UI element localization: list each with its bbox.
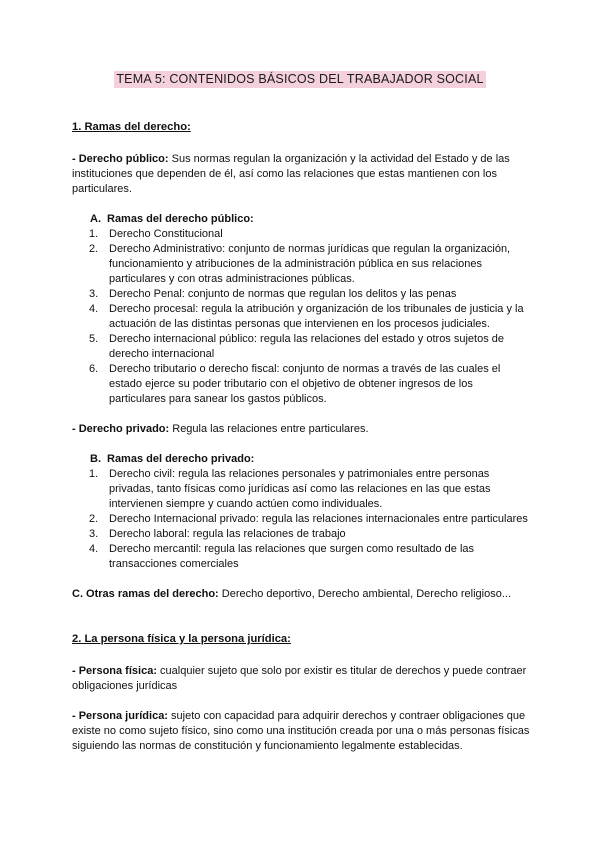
otras-ramas-text: Derecho deportivo, Derecho ambiental, Derecho religioso...: [218, 588, 511, 600]
list-item: [72, 302, 532, 332]
ramas-privado-heading-text: Ramas del derecho privado:: [107, 453, 255, 465]
list-item-text: Derecho internacional público: regula las relaciones del estado y otros sujetos de derecho internacional: [109, 333, 505, 360]
section-2-heading: 2. La persona física y la persona jurídica:: [72, 633, 291, 645]
list-item-text: Derecho Internacional privado: regula las relaciones internacionales entre particulares: [109, 513, 528, 525]
page-title: TEMA 5: CONTENIDOS BÁSICOS DEL TRABAJADOR SOCIAL: [116, 72, 484, 86]
persona-fisica-label: - Persona física:: [72, 665, 157, 677]
persona-juridica-label: - Persona jurídica:: [72, 710, 168, 722]
list-item-number: 1.: [89, 228, 99, 240]
list-item: [72, 467, 532, 512]
title-container: [0, 71, 600, 88]
list-item-number: 3.: [89, 288, 99, 300]
list-item-number: 3.: [89, 528, 99, 540]
persona-juridica-paragraph: [72, 709, 532, 754]
section-1-heading: 1. Ramas del derecho:: [72, 121, 191, 133]
ramas-privado-list: [72, 467, 532, 572]
persona-fisica-text: cualquier sujeto que solo por existir es titular de derechos y puede contraer obligaciones jurídicas: [72, 665, 527, 692]
derecho-publico-label: - Derecho público:: [72, 153, 169, 165]
list-item-text: Derecho mercantil: regula las relaciones que surgen como resultado de las transacciones comerciales: [109, 543, 475, 570]
list-item: [72, 527, 532, 542]
list-item-text: Derecho Constitucional: [109, 228, 223, 240]
otras-ramas-label: C. Otras ramas del derecho:: [72, 588, 219, 600]
ramas-privado-letter: B.: [90, 453, 101, 465]
list-item-number: 2.: [89, 243, 99, 255]
list-item: [72, 542, 532, 572]
list-item: [72, 227, 532, 242]
list-item-text: Derecho civil: regula las relaciones personales y patrimoniales entre personas privadas, tanto físicas como jurídicas así como las relaciones en las que estas intervienen siempre y cuando actúen como individuales.: [109, 468, 491, 510]
ramas-publico-heading: [90, 212, 532, 227]
list-item-number: 1.: [89, 468, 99, 480]
list-item: [72, 332, 532, 362]
persona-juridica-text: sujeto con capacidad para adquirir derechos y contraer obligaciones que existe no como sujeto físico, sino como una institución creada por una o más personas físicas siguiendo las normas de constitución y funcionamiento legalmente establecidas.: [72, 710, 530, 752]
list-item: [72, 512, 532, 527]
derecho-privado-text: Regula las relaciones entre particulares.: [169, 423, 369, 435]
list-item-number: 4.: [89, 543, 99, 555]
derecho-publico-paragraph: [72, 152, 532, 197]
derecho-privado-label: - Derecho privado:: [72, 423, 170, 435]
ramas-privado-heading: [90, 452, 532, 467]
persona-fisica-paragraph: [72, 664, 532, 694]
ramas-publico-heading-text: Ramas del derecho público:: [107, 213, 254, 225]
list-item-number: 4.: [89, 303, 99, 315]
list-item-number: 2.: [89, 513, 99, 525]
list-item-text: Derecho Administrativo: conjunto de normas jurídicas que regulan la organización, funcionamiento y atribuciones de la administración pública en sus relaciones particulares y con otras administraciones públicas.: [109, 243, 511, 285]
otras-ramas-paragraph: [72, 587, 532, 602]
document-body: [72, 120, 532, 754]
list-item-text: Derecho procesal: regula la atribución y organización de los tribunales de justicia y la actuación de las distintas personas que intervienen en los procesos judiciales.: [109, 303, 524, 330]
list-item: [72, 362, 532, 407]
list-item-text: Derecho laboral: regula las relaciones de trabajo: [109, 528, 346, 540]
list-item: [72, 287, 532, 302]
list-item-number: 5.: [89, 333, 99, 345]
list-item-text: Derecho Penal: conjunto de normas que regulan los delitos y las penas: [109, 288, 457, 300]
ramas-publico-list: [72, 227, 532, 407]
derecho-publico-text: Sus normas regulan la organización y la actividad del Estado y de las instituciones que dependen de él, así como las relaciones que estas mantienen con los particulares.: [72, 153, 510, 195]
list-item: [72, 242, 532, 287]
list-item-text: Derecho tributario o derecho fiscal: conjunto de normas a través de las cuales el estado ejerce su poder tributario con el objetivo de obtener ingresos de los particulares para sanear los gastos públicos.: [109, 363, 501, 405]
ramas-publico-letter: A.: [90, 213, 101, 225]
derecho-privado-paragraph: [72, 422, 532, 437]
list-item-number: 6.: [89, 363, 99, 375]
